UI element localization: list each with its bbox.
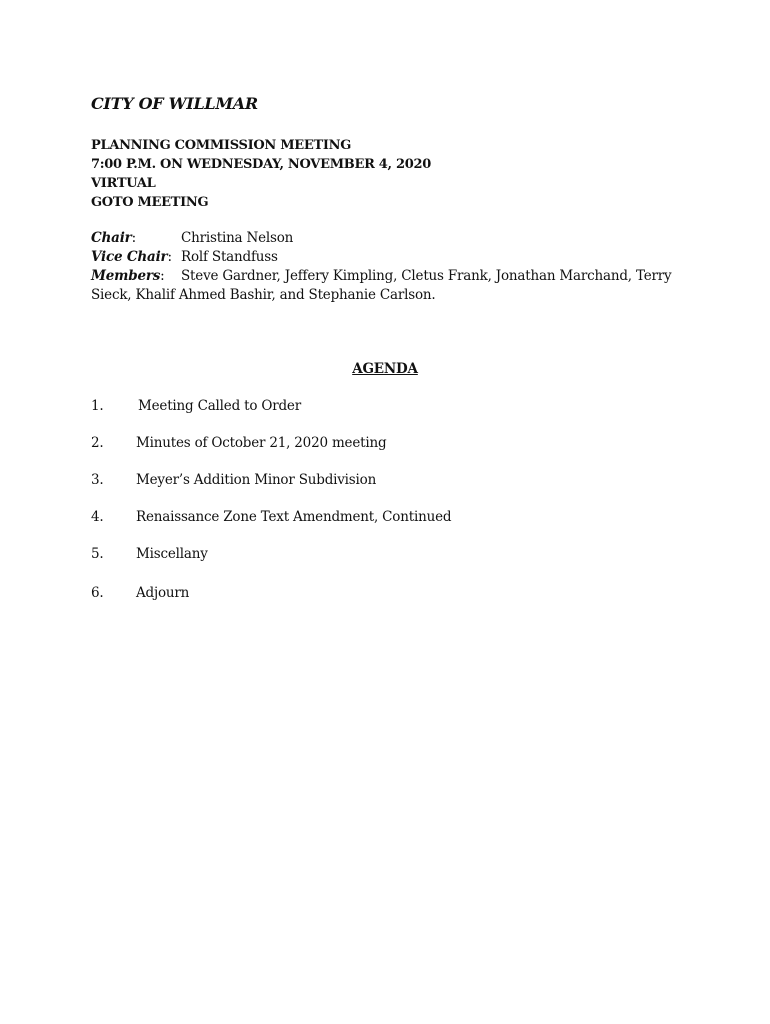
members-names-line1: Steve Gardner, Jeffery Kimpling, Cletus Frank, Jonathan Marchand, Terry xyxy=(181,268,672,284)
agenda-item-text: Meeting Called to Order xyxy=(138,398,301,414)
vice-chair-label: Vice Chair xyxy=(91,249,168,265)
members-names-line2: Sieck, Khalif Ahmed Bashir, and Stephanie Carlson. xyxy=(91,287,436,303)
agenda-item-text: Minutes of October 21, 2020 meeting xyxy=(136,435,387,451)
chair-name: Christina Nelson xyxy=(181,230,294,246)
vice-chair-row xyxy=(91,248,691,267)
members-row xyxy=(91,267,691,286)
agenda-item-text: Adjourn xyxy=(136,585,190,601)
meeting-datetime: 7:00 P.M. ON WEDNESDAY, NOVEMBER 4, 2020 xyxy=(91,157,431,172)
members-label: Members xyxy=(91,268,161,284)
agenda-item-number: 2. xyxy=(91,435,104,451)
agenda-item-number: 5. xyxy=(91,546,104,562)
city-title: CITY OF WILLMAR xyxy=(91,94,258,113)
agenda-item-text: Miscellany xyxy=(136,546,208,562)
meeting-format: VIRTUAL xyxy=(91,176,156,191)
vice-chair-colon: : xyxy=(167,249,172,265)
members-colon: : xyxy=(160,268,165,284)
meeting-title: PLANNING COMMISSION MEETING xyxy=(91,138,352,153)
agenda-item-text: Renaissance Zone Text Amendment, Continued xyxy=(136,509,452,525)
agenda-heading: AGENDA xyxy=(352,361,418,377)
chair-colon: : xyxy=(131,230,136,246)
vice-chair-name: Rolf Standfuss xyxy=(181,249,278,265)
meeting-platform: GOTO MEETING xyxy=(91,195,209,210)
agenda-item-number: 4. xyxy=(91,509,104,525)
agenda-item-text: Meyer’s Addition Minor Subdivision xyxy=(136,472,377,488)
agenda-item-number: 3. xyxy=(91,472,104,488)
agenda-item-number: 1. xyxy=(91,398,104,414)
meeting-info xyxy=(91,136,431,212)
agenda-item-number: 6. xyxy=(91,585,104,601)
chair-label: Chair xyxy=(91,230,132,246)
members-continued-row xyxy=(91,286,691,305)
chair-row xyxy=(91,229,691,248)
commission-roster xyxy=(91,229,691,305)
